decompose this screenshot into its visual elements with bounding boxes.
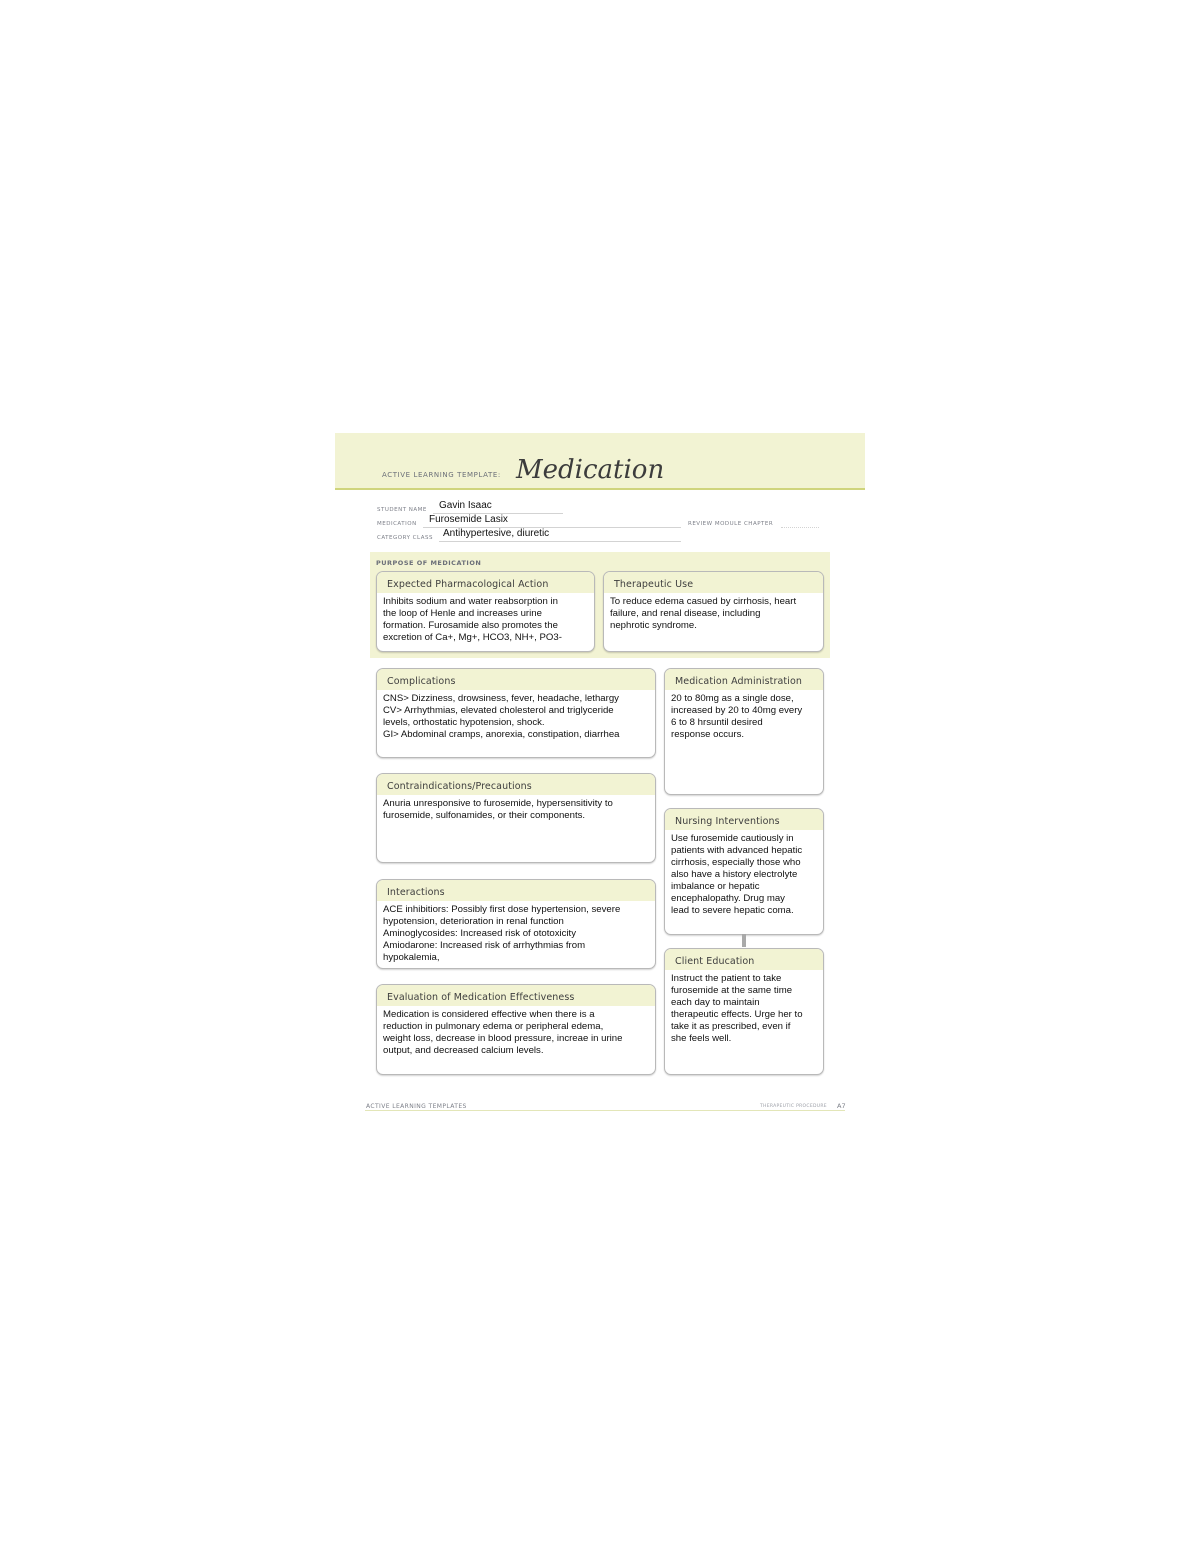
category-class-label: CATEGORY CLASS bbox=[377, 535, 433, 541]
complications-text: CNS> Dizziness, drowsiness, fever, headache, lethargy CV> Arrhythmias, elevated cholesterol and triglyceride levels, orthostatic hypotension, shock. GI> Abdominal cramps, anorexia, constipation, diarrhea bbox=[383, 693, 620, 740]
category-class-line bbox=[439, 541, 681, 542]
expected-action-box bbox=[376, 571, 595, 652]
contraindications-heading: Contraindications/Precautions bbox=[377, 774, 655, 795]
page-title: Medication bbox=[516, 455, 665, 485]
student-name-value: Gavin Isaac bbox=[439, 500, 492, 511]
complications-heading: Complications bbox=[377, 669, 655, 690]
interactions-heading: Interactions bbox=[377, 880, 655, 901]
template-label: ACTIVE LEARNING TEMPLATE: bbox=[382, 471, 501, 479]
therapeutic-use-text: To reduce edema casued by cirrhosis, heart failure, and renal disease, including nephrotic syndrome. bbox=[610, 596, 797, 631]
connector-bar bbox=[742, 934, 746, 947]
header-band bbox=[335, 433, 865, 490]
medication-administration-heading: Medication Administration bbox=[665, 669, 823, 690]
footer-page-number: A7 bbox=[837, 1102, 846, 1110]
nursing-interventions-box bbox=[664, 808, 824, 935]
expected-action-heading: Expected Pharmacological Action bbox=[377, 572, 594, 593]
client-education-text: Instruct the patient to take furosemide at the same time each day to maintain therapeutic effects. Urge her to take it as prescribed, even if she feels well. bbox=[671, 973, 803, 1044]
contraindications-box bbox=[376, 773, 656, 863]
evaluation-box bbox=[376, 984, 656, 1075]
expected-action-text: Inhibits sodium and water reabsorption in the loop of Henle and increases urine formation. Furosamide also promotes the excretion of Ca+, Mg+, HCO3, NH+, PO3- bbox=[383, 596, 562, 643]
category-class-value: Antihypertesive, diuretic bbox=[443, 528, 550, 539]
therapeutic-use-box bbox=[603, 571, 824, 652]
medication-label: MEDICATION bbox=[377, 521, 417, 527]
interactions-box bbox=[376, 879, 656, 969]
complications-box bbox=[376, 668, 656, 758]
student-name-label: STUDENT NAME bbox=[377, 507, 427, 513]
evaluation-heading: Evaluation of Medication Effectiveness bbox=[377, 985, 655, 1006]
review-module-line bbox=[781, 527, 819, 528]
medication-administration-box bbox=[664, 668, 824, 795]
template-page bbox=[335, 433, 865, 1123]
footer-left: ACTIVE LEARNING TEMPLATES bbox=[366, 1103, 467, 1110]
footer-line bbox=[365, 1110, 845, 1111]
medication-administration-text: 20 to 80mg as a single dose, increased by 20 to 40mg every 6 to 8 hrsuntil desired response occurs. bbox=[671, 693, 803, 740]
nursing-interventions-text: Use furosemide cautiously in patients with advanced hepatic cirrhosis, especially those who also have a history electrolyte imbalance or hepatic encephalopathy. Drug may lead to severe hepatic coma. bbox=[671, 833, 803, 916]
nursing-interventions-heading: Nursing Interventions bbox=[665, 809, 823, 830]
footer-right: THERAPEUTIC PROCEDURE bbox=[760, 1104, 827, 1109]
evaluation-text: Medication is considered effective when there is a reduction in pulmonary edema or peripheral edema, weight loss, decrease in blood pressure, increae in urine output, and decreased calcium levels. bbox=[383, 1009, 623, 1056]
interactions-text: ACE inhibitiors: Possibly first dose hypertension, severe hypotension, deterioration in renal function Aminoglycosides: Increased risk of ototoxicity Amiodarone: Increased risk of arrhythmias from hypokalemia, bbox=[383, 904, 621, 963]
therapeutic-use-heading: Therapeutic Use bbox=[604, 572, 823, 593]
medication-value: Furosemide Lasix bbox=[429, 514, 508, 525]
review-module-label: REVIEW MODULE CHAPTER bbox=[688, 521, 774, 527]
client-education-heading: Client Education bbox=[665, 949, 823, 970]
client-education-box bbox=[664, 948, 824, 1075]
purpose-title: PURPOSE OF MEDICATION bbox=[376, 559, 482, 567]
contraindications-text: Anuria unresponsive to furosemide, hypersensitivity to furosemide, sulfonamides, or their components. bbox=[383, 798, 613, 821]
